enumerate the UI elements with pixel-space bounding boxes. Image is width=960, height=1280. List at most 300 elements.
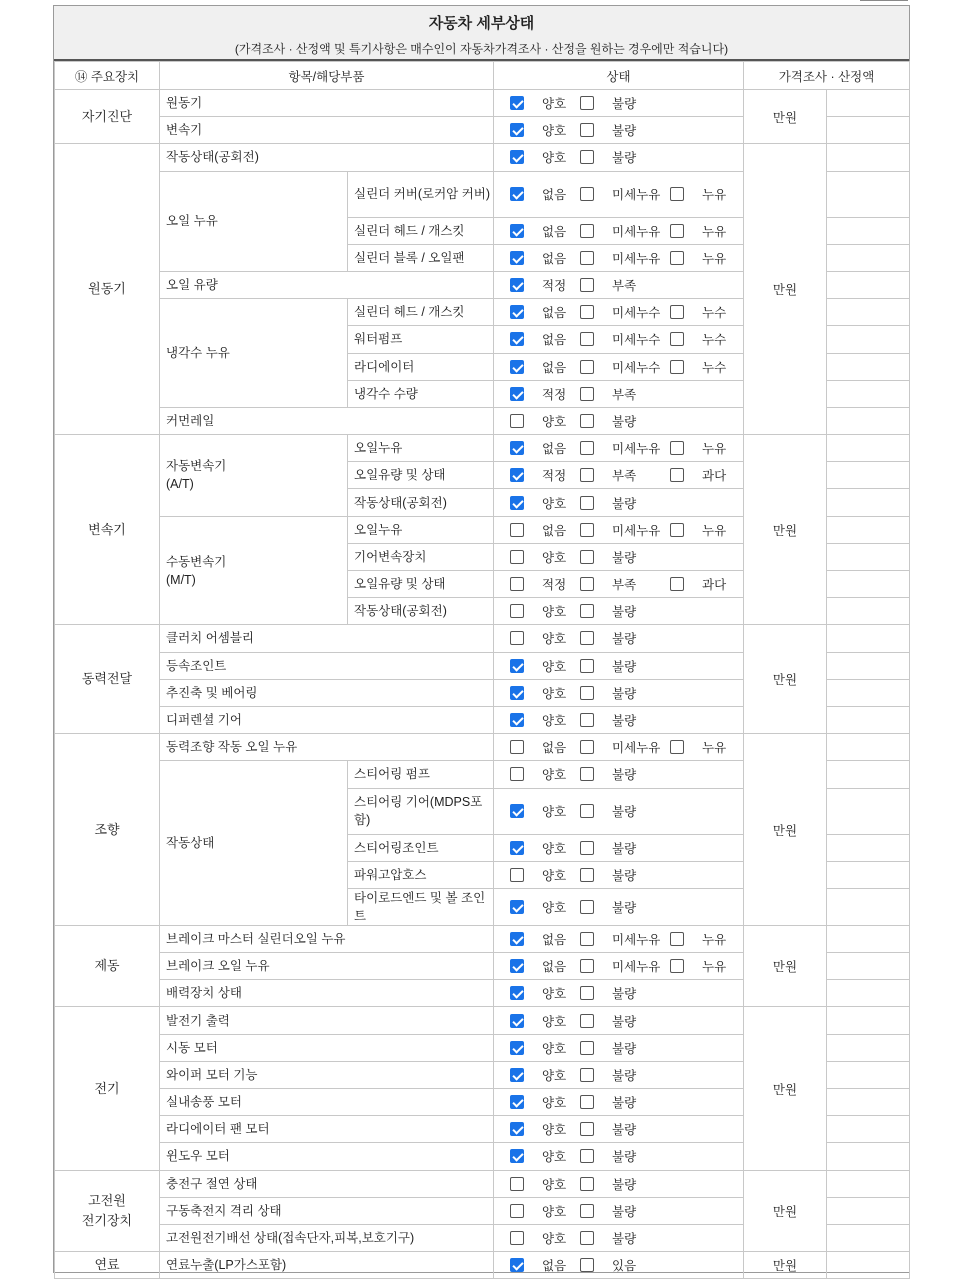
note-cell[interactable] bbox=[827, 543, 910, 570]
checked-checkbox-icon[interactable] bbox=[510, 468, 524, 482]
note-cell[interactable] bbox=[827, 953, 910, 980]
price-unit-label: 만원 bbox=[744, 625, 827, 734]
status-options bbox=[494, 1170, 744, 1197]
note-cell[interactable] bbox=[827, 489, 910, 516]
checked-checkbox-icon[interactable] bbox=[510, 900, 524, 914]
status-option-label: 부족 bbox=[612, 387, 637, 402]
unchecked-checkbox-icon[interactable] bbox=[580, 959, 594, 973]
item-label: 수동변속기 (M/T) bbox=[160, 516, 348, 625]
unchecked-checkbox-icon[interactable] bbox=[580, 900, 594, 914]
note-cell[interactable] bbox=[827, 299, 910, 326]
note-cell[interactable] bbox=[827, 1252, 910, 1279]
unchecked-checkbox-icon[interactable] bbox=[510, 414, 524, 428]
item-label: 구동축전지 격리 상태 bbox=[160, 1197, 494, 1224]
status-option-label: 양호 bbox=[542, 1068, 567, 1083]
status-option-label: 미세누유 bbox=[612, 932, 661, 947]
status-option[interactable] bbox=[510, 412, 580, 430]
status-option[interactable] bbox=[580, 185, 670, 203]
note-cell[interactable] bbox=[827, 217, 910, 244]
status-option[interactable] bbox=[510, 121, 580, 139]
status-option[interactable] bbox=[510, 602, 580, 620]
note-cell[interactable] bbox=[827, 407, 910, 434]
status-option[interactable] bbox=[580, 684, 670, 702]
status-option[interactable] bbox=[510, 1147, 580, 1165]
status-option-label: 부족 bbox=[612, 578, 637, 593]
status-option[interactable] bbox=[580, 412, 670, 430]
status-option[interactable] bbox=[510, 839, 580, 857]
item-label: 실내송풍 모터 bbox=[160, 1089, 494, 1116]
status-option[interactable] bbox=[580, 521, 670, 539]
status-option[interactable] bbox=[510, 439, 580, 457]
unchecked-checkbox-icon[interactable] bbox=[580, 1122, 594, 1136]
unchecked-checkbox-icon[interactable] bbox=[580, 1258, 594, 1272]
checked-checkbox-icon[interactable] bbox=[510, 959, 524, 973]
status-option-label: 양호 bbox=[542, 987, 567, 1002]
status-option[interactable] bbox=[510, 222, 580, 240]
status-options bbox=[494, 516, 744, 543]
unchecked-checkbox-icon[interactable] bbox=[580, 841, 594, 855]
status-option[interactable] bbox=[580, 711, 670, 729]
unchecked-checkbox-icon[interactable] bbox=[580, 767, 594, 781]
status-option-label: 없음 bbox=[542, 224, 567, 239]
note-cell[interactable] bbox=[827, 244, 910, 271]
checked-checkbox-icon[interactable] bbox=[510, 932, 524, 946]
note-cell[interactable] bbox=[827, 834, 910, 861]
status-option[interactable] bbox=[580, 222, 670, 240]
checked-checkbox-icon[interactable] bbox=[510, 659, 524, 673]
status-options bbox=[494, 1116, 744, 1143]
note-cell[interactable] bbox=[827, 1116, 910, 1143]
status-option[interactable] bbox=[580, 249, 670, 267]
status-option[interactable] bbox=[510, 957, 580, 975]
note-cell[interactable] bbox=[827, 117, 910, 144]
status-option[interactable] bbox=[510, 984, 580, 1002]
note-cell[interactable] bbox=[827, 1197, 910, 1224]
status-option-label: 없음 bbox=[542, 960, 567, 975]
status-option[interactable] bbox=[510, 466, 580, 484]
status-options bbox=[494, 171, 744, 217]
unchecked-checkbox-icon[interactable] bbox=[580, 1177, 594, 1191]
checked-checkbox-icon[interactable] bbox=[510, 123, 524, 137]
checked-checkbox-icon[interactable] bbox=[510, 841, 524, 855]
status-option[interactable] bbox=[670, 930, 730, 948]
note-cell[interactable] bbox=[827, 679, 910, 706]
status-option-label: 미세누수 bbox=[612, 360, 661, 375]
status-option[interactable] bbox=[580, 1093, 670, 1111]
unchecked-checkbox-icon[interactable] bbox=[670, 523, 684, 537]
table-row bbox=[55, 1007, 910, 1034]
note-cell[interactable] bbox=[827, 598, 910, 625]
status-option[interactable] bbox=[580, 657, 670, 675]
status-option-label: 양호 bbox=[542, 659, 567, 674]
note-cell[interactable] bbox=[827, 326, 910, 353]
unchecked-checkbox-icon[interactable] bbox=[580, 251, 594, 265]
item-label: 와이퍼 모터 기능 bbox=[160, 1061, 494, 1088]
unchecked-checkbox-icon[interactable] bbox=[670, 332, 684, 346]
unchecked-checkbox-icon[interactable] bbox=[580, 150, 594, 164]
unchecked-checkbox-icon[interactable] bbox=[580, 305, 594, 319]
unchecked-checkbox-icon[interactable] bbox=[670, 740, 684, 754]
sub-item-label: 실린더 헤드 / 개스킷 bbox=[348, 299, 494, 326]
checked-checkbox-icon[interactable] bbox=[510, 1041, 524, 1055]
status-option[interactable] bbox=[510, 1120, 580, 1138]
checked-checkbox-icon[interactable] bbox=[510, 1149, 524, 1163]
status-option[interactable] bbox=[580, 1229, 670, 1247]
status-option[interactable] bbox=[510, 1229, 580, 1247]
status-option[interactable] bbox=[510, 1039, 580, 1057]
status-option-label: 양호 bbox=[542, 632, 567, 647]
status-option[interactable] bbox=[510, 249, 580, 267]
table-header-row bbox=[55, 62, 910, 90]
note-cell[interactable] bbox=[827, 1089, 910, 1116]
unchecked-checkbox-icon[interactable] bbox=[580, 804, 594, 818]
unchecked-checkbox-icon[interactable] bbox=[580, 550, 594, 564]
unchecked-checkbox-icon[interactable] bbox=[580, 496, 594, 510]
status-option[interactable] bbox=[580, 439, 670, 457]
checked-checkbox-icon[interactable] bbox=[510, 332, 524, 346]
category-label: 변속기 bbox=[55, 435, 160, 625]
unchecked-checkbox-icon[interactable] bbox=[580, 387, 594, 401]
note-cell[interactable] bbox=[827, 1007, 910, 1034]
note-cell[interactable] bbox=[827, 788, 910, 834]
note-cell[interactable] bbox=[827, 761, 910, 788]
note-cell[interactable] bbox=[827, 516, 910, 543]
status-option[interactable] bbox=[580, 1175, 670, 1193]
status-option-label: 양호 bbox=[542, 151, 567, 166]
status-option[interactable] bbox=[580, 1256, 670, 1274]
unchecked-checkbox-icon[interactable] bbox=[580, 360, 594, 374]
unchecked-checkbox-icon[interactable] bbox=[580, 96, 594, 110]
checked-checkbox-icon[interactable] bbox=[510, 187, 524, 201]
status-option-label: 양호 bbox=[542, 605, 567, 620]
status-option[interactable] bbox=[510, 521, 580, 539]
status-option[interactable] bbox=[580, 629, 670, 647]
checked-checkbox-icon[interactable] bbox=[510, 278, 524, 292]
unchecked-checkbox-icon[interactable] bbox=[580, 1041, 594, 1055]
unchecked-checkbox-icon[interactable] bbox=[510, 1231, 524, 1245]
unchecked-checkbox-icon[interactable] bbox=[580, 1014, 594, 1028]
unchecked-checkbox-icon[interactable] bbox=[670, 224, 684, 238]
unchecked-checkbox-icon[interactable] bbox=[580, 187, 594, 201]
note-cell[interactable] bbox=[827, 652, 910, 679]
checked-checkbox-icon[interactable] bbox=[510, 1014, 524, 1028]
table-row bbox=[55, 1170, 910, 1197]
status-option[interactable] bbox=[510, 1202, 580, 1220]
status-option-label: 불량 bbox=[612, 768, 637, 783]
note-cell[interactable] bbox=[827, 144, 910, 171]
note-cell[interactable] bbox=[827, 925, 910, 952]
status-options bbox=[494, 217, 744, 244]
status-option[interactable] bbox=[510, 1175, 580, 1193]
status-option[interactable] bbox=[580, 1012, 670, 1030]
status-option[interactable] bbox=[580, 385, 670, 403]
status-option-label: 불량 bbox=[612, 987, 637, 1002]
status-option[interactable] bbox=[670, 738, 730, 756]
unchecked-checkbox-icon[interactable] bbox=[510, 1204, 524, 1218]
status-option[interactable] bbox=[580, 839, 670, 857]
note-cell[interactable] bbox=[827, 734, 910, 761]
unchecked-checkbox-icon[interactable] bbox=[510, 767, 524, 781]
status-option[interactable] bbox=[670, 222, 730, 240]
note-cell[interactable] bbox=[827, 1170, 910, 1197]
status-options bbox=[494, 244, 744, 271]
status-option[interactable] bbox=[580, 602, 670, 620]
unchecked-checkbox-icon[interactable] bbox=[580, 686, 594, 700]
status-option-label: 불량 bbox=[612, 632, 637, 647]
status-option[interactable] bbox=[510, 866, 580, 884]
unchecked-checkbox-icon[interactable] bbox=[510, 604, 524, 618]
status-option[interactable] bbox=[510, 185, 580, 203]
status-option[interactable] bbox=[580, 957, 670, 975]
status-option[interactable] bbox=[580, 898, 670, 916]
checked-checkbox-icon[interactable] bbox=[510, 305, 524, 319]
note-cell[interactable] bbox=[827, 353, 910, 380]
checked-checkbox-icon[interactable] bbox=[510, 96, 524, 110]
unchecked-checkbox-icon[interactable] bbox=[580, 604, 594, 618]
status-option[interactable] bbox=[580, 466, 670, 484]
unchecked-checkbox-icon[interactable] bbox=[580, 123, 594, 137]
status-option[interactable] bbox=[580, 802, 670, 820]
status-option[interactable] bbox=[510, 548, 580, 566]
status-option[interactable] bbox=[580, 276, 670, 294]
checked-checkbox-icon[interactable] bbox=[510, 986, 524, 1000]
note-cell[interactable] bbox=[827, 1034, 910, 1061]
unchecked-checkbox-icon[interactable] bbox=[510, 631, 524, 645]
status-option[interactable] bbox=[670, 439, 730, 457]
status-option[interactable] bbox=[510, 494, 580, 512]
status-option[interactable] bbox=[510, 738, 580, 756]
status-option-label: 미세누유 bbox=[612, 251, 661, 266]
status-option-label: 부족 bbox=[612, 279, 637, 294]
unchecked-checkbox-icon[interactable] bbox=[580, 713, 594, 727]
note-cell[interactable] bbox=[827, 571, 910, 598]
unchecked-checkbox-icon[interactable] bbox=[580, 1068, 594, 1082]
unchecked-checkbox-icon[interactable] bbox=[670, 187, 684, 201]
note-cell[interactable] bbox=[827, 1143, 910, 1170]
status-option[interactable] bbox=[580, 303, 670, 321]
unchecked-checkbox-icon[interactable] bbox=[580, 414, 594, 428]
status-option-label: 불량 bbox=[612, 1177, 637, 1192]
checked-checkbox-icon[interactable] bbox=[510, 387, 524, 401]
unchecked-checkbox-icon[interactable] bbox=[580, 986, 594, 1000]
unchecked-checkbox-icon[interactable] bbox=[670, 932, 684, 946]
status-option[interactable] bbox=[510, 1256, 580, 1274]
status-option[interactable] bbox=[580, 494, 670, 512]
unchecked-checkbox-icon[interactable] bbox=[580, 932, 594, 946]
status-option[interactable] bbox=[580, 1066, 670, 1084]
status-options bbox=[494, 462, 744, 489]
note-cell[interactable] bbox=[827, 435, 910, 462]
status-option[interactable] bbox=[510, 1012, 580, 1030]
unchecked-checkbox-icon[interactable] bbox=[580, 1204, 594, 1218]
status-option[interactable] bbox=[510, 303, 580, 321]
checked-checkbox-icon[interactable] bbox=[510, 496, 524, 510]
category-label: 전기 bbox=[55, 1007, 160, 1170]
note-cell[interactable] bbox=[827, 1061, 910, 1088]
table-row bbox=[55, 1252, 910, 1279]
unchecked-checkbox-icon[interactable] bbox=[670, 959, 684, 973]
status-option[interactable] bbox=[510, 148, 580, 166]
status-option[interactable] bbox=[510, 330, 580, 348]
status-option-label: 불량 bbox=[612, 1014, 637, 1029]
unchecked-checkbox-icon[interactable] bbox=[670, 360, 684, 374]
status-option[interactable] bbox=[580, 330, 670, 348]
status-option[interactable] bbox=[510, 765, 580, 783]
status-option[interactable] bbox=[510, 684, 580, 702]
status-option[interactable] bbox=[580, 148, 670, 166]
note-cell[interactable] bbox=[827, 271, 910, 298]
unchecked-checkbox-icon[interactable] bbox=[580, 278, 594, 292]
sub-item-label: 냉각수 수량 bbox=[348, 380, 494, 407]
status-option[interactable] bbox=[510, 657, 580, 675]
unchecked-checkbox-icon[interactable] bbox=[580, 577, 594, 591]
status-option[interactable] bbox=[580, 358, 670, 376]
item-label: 자동변속기 (A/T) bbox=[160, 435, 348, 517]
status-option[interactable] bbox=[670, 358, 730, 376]
note-cell[interactable] bbox=[827, 90, 910, 117]
status-option[interactable] bbox=[580, 1039, 670, 1057]
unchecked-checkbox-icon[interactable] bbox=[580, 631, 594, 645]
note-cell[interactable] bbox=[827, 462, 910, 489]
note-cell[interactable] bbox=[827, 706, 910, 733]
status-option[interactable] bbox=[510, 629, 580, 647]
unchecked-checkbox-icon[interactable] bbox=[580, 468, 594, 482]
status-option[interactable] bbox=[580, 930, 670, 948]
note-cell[interactable] bbox=[827, 861, 910, 888]
status-option[interactable] bbox=[510, 711, 580, 729]
unchecked-checkbox-icon[interactable] bbox=[510, 523, 524, 537]
status-option[interactable] bbox=[510, 802, 580, 820]
unchecked-checkbox-icon[interactable] bbox=[670, 468, 684, 482]
status-option[interactable] bbox=[670, 185, 730, 203]
status-option[interactable] bbox=[580, 765, 670, 783]
detail-status-table bbox=[54, 61, 910, 1279]
status-option-label: 불량 bbox=[612, 124, 637, 139]
status-option[interactable] bbox=[670, 330, 730, 348]
checked-checkbox-icon[interactable] bbox=[510, 360, 524, 374]
status-option[interactable] bbox=[580, 738, 670, 756]
unchecked-checkbox-icon[interactable] bbox=[580, 224, 594, 238]
unchecked-checkbox-icon[interactable] bbox=[670, 305, 684, 319]
status-option[interactable] bbox=[510, 385, 580, 403]
status-option-label: 없음 bbox=[542, 1259, 567, 1274]
note-cell[interactable] bbox=[827, 980, 910, 1007]
status-options bbox=[494, 888, 744, 925]
price-unit-label: 만원 bbox=[744, 90, 827, 144]
unchecked-checkbox-icon[interactable] bbox=[670, 251, 684, 265]
status-option[interactable] bbox=[580, 1147, 670, 1165]
unchecked-checkbox-icon[interactable] bbox=[580, 659, 594, 673]
checked-checkbox-icon[interactable] bbox=[510, 804, 524, 818]
status-option-label: 불량 bbox=[612, 686, 637, 701]
item-label: 브레이크 마스터 실린더오일 누유 bbox=[160, 925, 494, 952]
checked-checkbox-icon[interactable] bbox=[510, 1122, 524, 1136]
status-option[interactable] bbox=[510, 276, 580, 294]
unchecked-checkbox-icon[interactable] bbox=[510, 740, 524, 754]
checked-checkbox-icon[interactable] bbox=[510, 224, 524, 238]
unchecked-checkbox-icon[interactable] bbox=[580, 523, 594, 537]
sub-item-label: 라디에이터 bbox=[348, 353, 494, 380]
column-header-item: 항목/해당부품 bbox=[160, 62, 494, 90]
unchecked-checkbox-icon[interactable] bbox=[580, 1231, 594, 1245]
unchecked-checkbox-icon[interactable] bbox=[510, 1177, 524, 1191]
unchecked-checkbox-icon[interactable] bbox=[510, 577, 524, 591]
price-unit-label: 만원 bbox=[744, 435, 827, 625]
checked-checkbox-icon[interactable] bbox=[510, 713, 524, 727]
status-option[interactable] bbox=[670, 249, 730, 267]
unchecked-checkbox-icon[interactable] bbox=[580, 868, 594, 882]
item-label: 냉각수 누유 bbox=[160, 299, 348, 408]
status-option[interactable] bbox=[510, 1093, 580, 1111]
note-cell[interactable] bbox=[827, 625, 910, 652]
sub-item-label: 오일누유 bbox=[348, 516, 494, 543]
note-cell[interactable] bbox=[827, 1224, 910, 1251]
status-option[interactable] bbox=[580, 575, 670, 593]
status-option[interactable] bbox=[510, 575, 580, 593]
unchecked-checkbox-icon[interactable] bbox=[580, 441, 594, 455]
status-options bbox=[494, 90, 744, 117]
status-options bbox=[494, 598, 744, 625]
category-label: 자기진단 bbox=[55, 90, 160, 144]
status-options bbox=[494, 1224, 744, 1251]
status-option-label: 불량 bbox=[612, 151, 637, 166]
status-option[interactable] bbox=[580, 984, 670, 1002]
sub-item-label: 실린더 커버(로커암 커버) bbox=[348, 171, 494, 217]
sub-item-label: 스티어링 기어(MDPS포함) bbox=[348, 788, 494, 834]
checked-checkbox-icon[interactable] bbox=[510, 441, 524, 455]
status-option[interactable] bbox=[580, 121, 670, 139]
unchecked-checkbox-icon[interactable] bbox=[510, 550, 524, 564]
status-option[interactable] bbox=[510, 898, 580, 916]
unchecked-checkbox-icon[interactable] bbox=[580, 332, 594, 346]
status-option[interactable] bbox=[580, 1202, 670, 1220]
category-label: 연료 bbox=[55, 1252, 160, 1279]
unchecked-checkbox-icon[interactable] bbox=[670, 577, 684, 591]
unchecked-checkbox-icon[interactable] bbox=[580, 1149, 594, 1163]
sub-item-label: 스티어링 펌프 bbox=[348, 761, 494, 788]
checked-checkbox-icon[interactable] bbox=[510, 1068, 524, 1082]
status-option[interactable] bbox=[510, 930, 580, 948]
status-option[interactable] bbox=[670, 575, 730, 593]
status-option[interactable] bbox=[580, 1120, 670, 1138]
checked-checkbox-icon[interactable] bbox=[510, 150, 524, 164]
status-options bbox=[494, 1143, 744, 1170]
status-option[interactable] bbox=[580, 548, 670, 566]
status-option[interactable] bbox=[670, 957, 730, 975]
status-option[interactable] bbox=[670, 466, 730, 484]
status-option[interactable] bbox=[670, 303, 730, 321]
status-option[interactable] bbox=[510, 1066, 580, 1084]
checked-checkbox-icon[interactable] bbox=[510, 1258, 524, 1272]
status-option[interactable] bbox=[510, 94, 580, 112]
status-option-label: 양호 bbox=[542, 414, 567, 429]
unchecked-checkbox-icon[interactable] bbox=[510, 868, 524, 882]
note-cell[interactable] bbox=[827, 380, 910, 407]
status-option[interactable] bbox=[580, 94, 670, 112]
note-cell[interactable] bbox=[827, 888, 910, 925]
status-option[interactable] bbox=[510, 358, 580, 376]
checked-checkbox-icon[interactable] bbox=[510, 251, 524, 265]
status-option[interactable] bbox=[670, 521, 730, 539]
checked-checkbox-icon[interactable] bbox=[510, 686, 524, 700]
unchecked-checkbox-icon[interactable] bbox=[580, 1095, 594, 1109]
note-cell[interactable] bbox=[827, 171, 910, 217]
item-label: 배력장치 상태 bbox=[160, 980, 494, 1007]
unchecked-checkbox-icon[interactable] bbox=[580, 740, 594, 754]
status-option[interactable] bbox=[580, 866, 670, 884]
unchecked-checkbox-icon[interactable] bbox=[670, 441, 684, 455]
checked-checkbox-icon[interactable] bbox=[510, 1095, 524, 1109]
